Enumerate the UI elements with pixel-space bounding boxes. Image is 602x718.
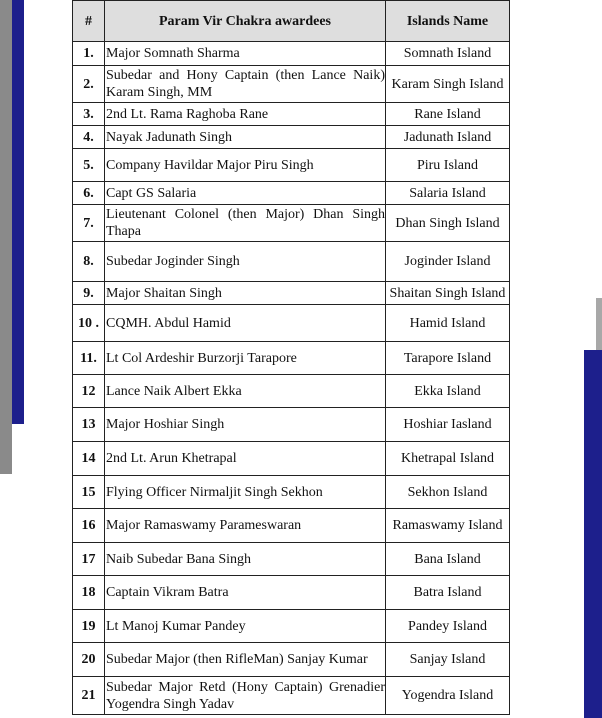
row-number: 16 — [73, 509, 105, 543]
awardee-name: Major Somnath Sharma — [105, 42, 386, 66]
table-row — [73, 375, 510, 408]
row-number: 19 — [73, 610, 105, 643]
awardee-name: Subedar Major Retd (Hony Captain) Grenadier Yogendra Singh Yadav — [105, 677, 386, 715]
awardee-name: Subedar Major (then RifleMan) Sanjay Kumar — [105, 643, 386, 677]
table-row — [73, 305, 510, 342]
table-row — [73, 476, 510, 509]
island-name: Batra Island — [386, 576, 510, 610]
row-number: 12 — [73, 375, 105, 408]
table-row — [73, 42, 510, 66]
island-name: Sekhon Island — [386, 476, 510, 509]
table-row — [73, 610, 510, 643]
awardee-name: Lt Manoj Kumar Pandey — [105, 610, 386, 643]
row-number: 3. — [73, 103, 105, 126]
island-name: Jadunath Island — [386, 126, 510, 149]
row-number: 7. — [73, 205, 105, 242]
col-header-number: # — [73, 1, 105, 42]
awardee-name: Major Ramaswamy Parameswaran — [105, 509, 386, 543]
row-number: 14 — [73, 442, 105, 476]
right-navy-edge — [584, 350, 602, 718]
island-name: Yogendra Island — [386, 677, 510, 715]
table-row — [73, 182, 510, 205]
awardee-name: Subedar Joginder Singh — [105, 242, 386, 282]
table-row — [73, 282, 510, 305]
awardee-name: 2nd Lt. Rama Raghoba Rane — [105, 103, 386, 126]
row-number: 1. — [73, 42, 105, 66]
left-gray-edge — [0, 0, 12, 474]
table-row — [73, 543, 510, 576]
island-name: Pandey Island — [386, 610, 510, 643]
row-number: 13 — [73, 408, 105, 442]
awardee-name: CQMH. Abdul Hamid — [105, 305, 386, 342]
table-row — [73, 103, 510, 126]
table-row — [73, 408, 510, 442]
awardee-name: Lance Naik Albert Ekka — [105, 375, 386, 408]
island-name: Tarapore Island — [386, 342, 510, 375]
col-header-awardee: Param Vir Chakra awardees — [105, 1, 386, 42]
island-name: Shaitan Singh Island — [386, 282, 510, 305]
table-row — [73, 509, 510, 543]
table-row — [73, 66, 510, 103]
header-row — [73, 1, 510, 42]
table-row — [73, 149, 510, 182]
row-number: 5. — [73, 149, 105, 182]
awardee-name: Captain Vikram Batra — [105, 576, 386, 610]
row-number: 10 . — [73, 305, 105, 342]
row-number: 15 — [73, 476, 105, 509]
row-number: 21 — [73, 677, 105, 715]
row-number: 9. — [73, 282, 105, 305]
left-navy-edge — [12, 0, 24, 424]
awardee-name: Company Havildar Major Piru Singh — [105, 149, 386, 182]
row-number: 8. — [73, 242, 105, 282]
table-row — [73, 643, 510, 677]
awardee-name: Flying Officer Nirmaljit Singh Sekhon — [105, 476, 386, 509]
awardees-table — [72, 0, 510, 715]
island-name: Bana Island — [386, 543, 510, 576]
table-row — [73, 442, 510, 476]
island-name: Rane Island — [386, 103, 510, 126]
island-name: Hamid Island — [386, 305, 510, 342]
col-header-island: Islands Name — [386, 1, 510, 42]
island-name: Dhan Singh Island — [386, 205, 510, 242]
awardee-name: Naib Subedar Bana Singh — [105, 543, 386, 576]
awardee-name: Nayak Jadunath Singh — [105, 126, 386, 149]
awardee-name: 2nd Lt. Arun Khetrapal — [105, 442, 386, 476]
scrollbar-thumb[interactable] — [596, 298, 602, 358]
island-name: Karam Singh Island — [386, 66, 510, 103]
row-number: 11. — [73, 342, 105, 375]
row-number: 6. — [73, 182, 105, 205]
table-row — [73, 677, 510, 715]
awardee-name: Subedar and Hony Captain (then Lance Naik) Karam Singh, MM — [105, 66, 386, 103]
island-name: Salaria Island — [386, 182, 510, 205]
island-name: Piru Island — [386, 149, 510, 182]
row-number: 2. — [73, 66, 105, 103]
table-row — [73, 205, 510, 242]
row-number: 17 — [73, 543, 105, 576]
island-name: Hoshiar Iasland — [386, 408, 510, 442]
awardee-name: Lieutenant Colonel (then Major) Dhan Singh Thapa — [105, 205, 386, 242]
island-name: Ekka Island — [386, 375, 510, 408]
island-name: Somnath Island — [386, 42, 510, 66]
awardee-name: Capt GS Salaria — [105, 182, 386, 205]
table-row — [73, 242, 510, 282]
island-name: Sanjay Island — [386, 643, 510, 677]
row-number: 20 — [73, 643, 105, 677]
table-row — [73, 576, 510, 610]
row-number: 4. — [73, 126, 105, 149]
awardee-name: Major Shaitan Singh — [105, 282, 386, 305]
row-number: 18 — [73, 576, 105, 610]
island-name: Ramaswamy Island — [386, 509, 510, 543]
island-name: Khetrapal Island — [386, 442, 510, 476]
table-row — [73, 126, 510, 149]
awardee-name: Lt Col Ardeshir Burzorji Tarapore — [105, 342, 386, 375]
table-row — [73, 342, 510, 375]
island-name: Joginder Island — [386, 242, 510, 282]
awardee-name: Major Hoshiar Singh — [105, 408, 386, 442]
